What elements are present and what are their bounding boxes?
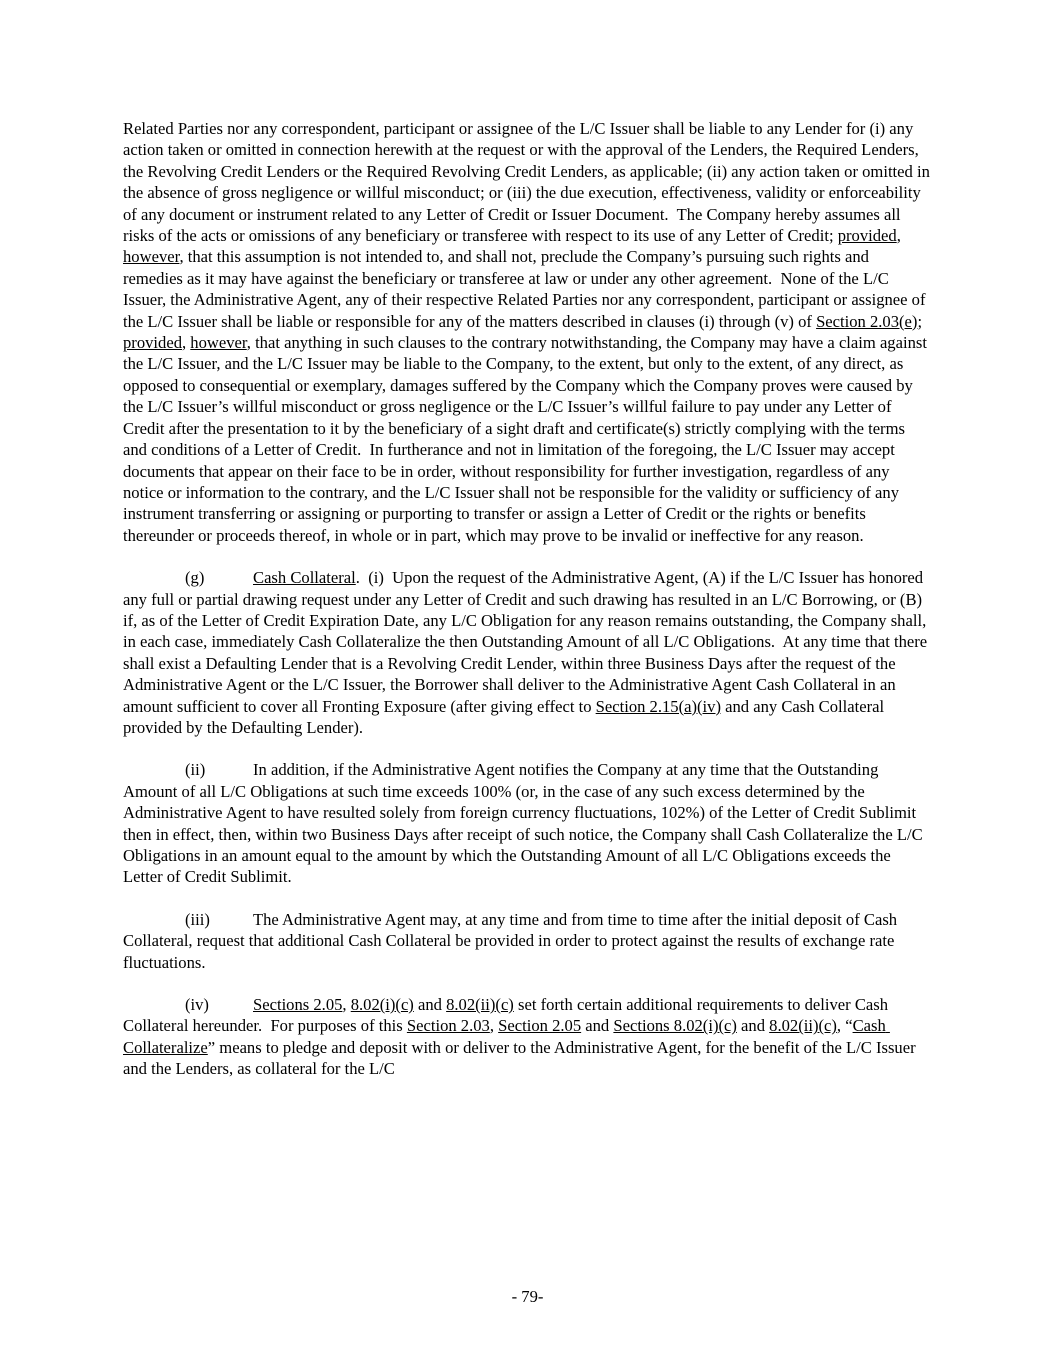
clause-label: (ii) [185,760,206,780]
paragraph-g-cash-collateral [123,567,931,738]
text-run: set forth certain additional requirements to deliver Cash Collateral hereunder. For purposes of this [123,995,893,1036]
underlined-text-run: provided [123,333,182,353]
clause-label: (iv) [185,995,209,1015]
document-body [123,118,935,1101]
paragraph-iii-additional-cash-collateral [123,909,931,973]
text-run: and [581,1016,614,1036]
underlined-text-run: however [123,247,180,267]
text-run: . (i) Upon the request of the Administrative Agent, (A) if the L/C Issuer has honored any full or partial drawing request under any Letter of Credit and such drawing has resulted in an L/C Borrowing, or (B) if, as of the Letter of Credit Expiration Date, any L/C Obligation for any reason remains outstanding, the Company shall, in each case, immediately Cash Collateralize the then Outstanding Amount of all L/C Obligations. At any time that there shall exist a Defaulting Lender that is a Revolving Credit Lender, within three Business Days after the request of the Administrative Agent or the L/C Issuer, the Borrower shall deliver to the Administrative Agent Cash Collateral in an amount sufficient to cover all Fronting Exposure (after giving effect to [123,568,932,716]
text-run: , “ [836,1016,853,1036]
clause-label: (iii) [185,909,210,929]
text-run: , [896,226,905,246]
underlined-text-run: provided [837,226,897,246]
underlined-text-run: Cash Collateralize [123,1016,890,1057]
text-run: Related Parties nor any correspondent, participant or assignee of the L/C Issuer shall be liable to any Lender for (i) any action taken or omitted in connection herewith at the request or with the approval of the Lenders, the Required Lenders, the Revolving Credit Lenders or the Required Revolving Credit Lenders, as applicable; (ii) any action taken or omitted in the absence of gross negligence or willful misconduct; or (iii) the due execution, effectiveness, validity or enforceability of any document or instrument related to any Letter of Credit or Issuer Document. The Company hereby assumes all risks of the acts or omissions of any beneficiary or transferee with respect to its use of any Letter of Credit; [123,119,935,246]
underlined-text-run: Section 2.03 [406,1016,490,1036]
paragraph-related-parties [123,118,935,546]
underlined-text-run: Cash Collateral [253,568,356,588]
text-run: and any Cash Collateral provided by the Defaulting Lender). [123,696,889,737]
underlined-text-run: Sections 2.05 [253,995,343,1015]
clause-label: (g) [185,568,205,588]
underlined-text-run: Section 2.03(e) [816,311,918,331]
paragraph-ii-cash-collateralize-excess [123,759,931,887]
text-run: , that this assumption is not intended to, and shall not, preclude the Company’s pursuing such rights and remedies as it may have against the beneficiary or transferee at law or under any other agreement. None of the L/C Issuer, the Administrative Agent, any of their respective Related Parties nor any correspondent, participant or assignee of the L/C Issuer shall be liable or responsible for any of the matters described in clauses (i) through (v) of [123,247,930,331]
underlined-text-run: however [190,333,247,353]
underlined-text-run: 8.02(ii)(c) [769,1016,837,1036]
page-number: - 79- [511,1286,544,1306]
text-run: ; [917,311,927,331]
underlined-text-run: Sections 8.02(i)(c) [613,1016,737,1036]
paragraph-iv-sections [123,994,931,1080]
text-run: and [413,995,447,1015]
text-run: , [182,333,191,353]
text-run: , [489,1016,499,1036]
underlined-text-run: Section 2.15(a)(iv) [595,696,721,716]
text-run: and [736,1016,770,1036]
text-run: , that anything in such clauses to the contrary notwithstanding, the Company may have a claim against the L/C Issuer, and the L/C Issuer may be liable to the Company, to the extent, but only to the extent, of any direct, as opposed to consequential or exemplary, damages suffered by the Company which the Company proves were caused by the L/C Issuer’s willful misconduct or gross negligence or the L/C Issuer’s willful failure to pay under any Letter of Credit after the presentation to it by the beneficiary of a sight draft and certificate(s) strictly complying with the terms and conditions of a Letter of Credit. In furtherance and not in limitation of the foregoing, the L/C Issuer may accept documents that appear on their face to be in order, without responsibility for further investigation, regardless of any notice or information to the contrary, and the L/C Issuer shall not be responsible for the validity or sufficiency of any instrument transferring or assigning or purporting to transfer or assign a Letter of Credit or the rights or benefits thereunder or proceeds thereof, in whole or in part, which may prove to be invalid or ineffective for any reason. [123,333,932,545]
underlined-text-run: Section 2.05 [498,1016,582,1036]
text-run: In addition, if the Administrative Agent notifies the Company at any time that the Outstanding Amount of all L/C Obligations at such time exceeds 100% (or, in the case of any such excess determined by the Administrative Agent to have resulted solely from foreign currency fluctuations, 102%) of the Letter of Credit Sublimit then in effect, then, within two Business Days after receipt of such notice, the Company shall Cash Collateralize the L/C Obligations in an amount equal to the amount by which the Outstanding Amount of all L/C Obligations exceeds the Letter of Credit Sublimit. [123,760,927,887]
text-run: , [342,995,351,1015]
underlined-text-run: 8.02(i)(c) [350,995,414,1015]
underlined-text-run: 8.02(ii)(c) [446,995,514,1015]
text-run: ” means to pledge and deposit with or deliver to the Administrative Agent, for the benefit of the L/C Issuer and the Lenders, as collateral for the L/C [123,1037,920,1079]
text-run: The Administrative Agent may, at any time and from time to time after the initial deposit of Cash Collateral, request that additional Cash Collateral be provided in order to protect against the results of exchange rate fluctuations. [123,909,902,972]
